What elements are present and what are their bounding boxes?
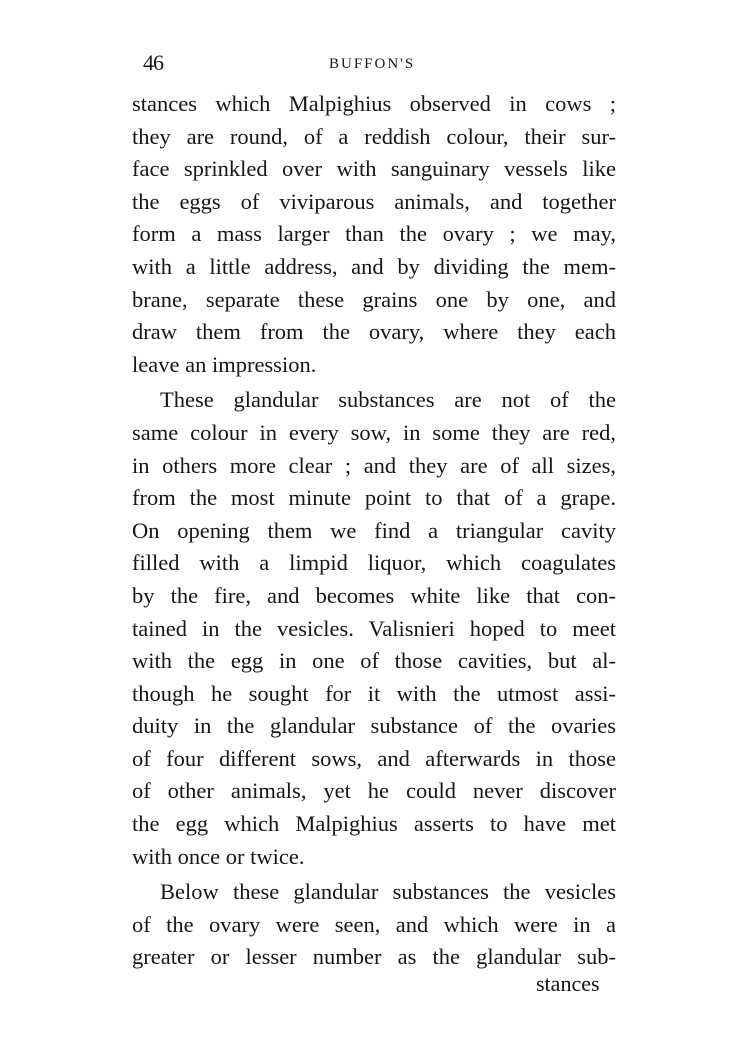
paragraph [132, 384, 616, 873]
text-line: tained in the vesicles. Valisnieri hoped to meet [132, 615, 616, 641]
text-line: These glandular substances are not of the [160, 387, 616, 413]
text-line: stances which Malpighius observed in cows ; [132, 91, 616, 116]
running-head: BUFFON'S [329, 56, 416, 72]
text-line: they are round, of a reddish colour, their sur- [132, 123, 616, 149]
text-line: same colour in every sow, in some they are red, [132, 419, 616, 445]
text-line: form a mass larger than the ovary ; we may, [132, 221, 616, 247]
text-line: brane, separate these grains one by one, and [132, 286, 616, 312]
text-line: of the ovary were seen, and which were in a [132, 911, 616, 937]
text-line: filled with a limpid liquor, which coagulates [132, 550, 616, 576]
paragraph [132, 88, 616, 381]
text-line: duity in the glandular substance of the ovaries [132, 713, 616, 739]
text-line: with once or twice. [132, 843, 305, 869]
text-line: of other animals, yet he could never discover [132, 778, 616, 804]
text-line: though he sought for it with the utmost assi- [132, 680, 616, 706]
text-line: by the fire, and becomes white like that con- [132, 582, 616, 608]
paragraph [132, 876, 616, 974]
text-line: Below these glandular substances the vesicles [160, 879, 616, 905]
text-line: with the egg in one of those cavities, but al- [132, 648, 616, 674]
text-line: greater or lesser number as the glandular sub- [132, 944, 616, 970]
text-line: of four different sows, and afterwards in those [132, 745, 616, 771]
body-text [132, 88, 616, 974]
text-line: draw them from the ovary, where they each [132, 319, 616, 345]
text-line: the eggs of viviparous animals, and together [132, 188, 616, 214]
page-header [133, 50, 618, 82]
text-line: face sprinkled over with sanguinary vessels like [132, 156, 616, 182]
text-line: with a little address, and by dividing the mem- [132, 253, 616, 279]
text-line: the egg which Malpighius asserts to have met [132, 811, 616, 837]
text-line: leave an impression. [132, 351, 317, 377]
text-line: On opening them we find a triangular cavity [132, 517, 616, 543]
page-number: 46 [143, 50, 163, 75]
text-line: from the most minute point to that of a grape. [132, 485, 616, 511]
text-line: in others more clear ; and they are of all sizes, [132, 452, 616, 478]
catchword: stances [536, 971, 600, 996]
